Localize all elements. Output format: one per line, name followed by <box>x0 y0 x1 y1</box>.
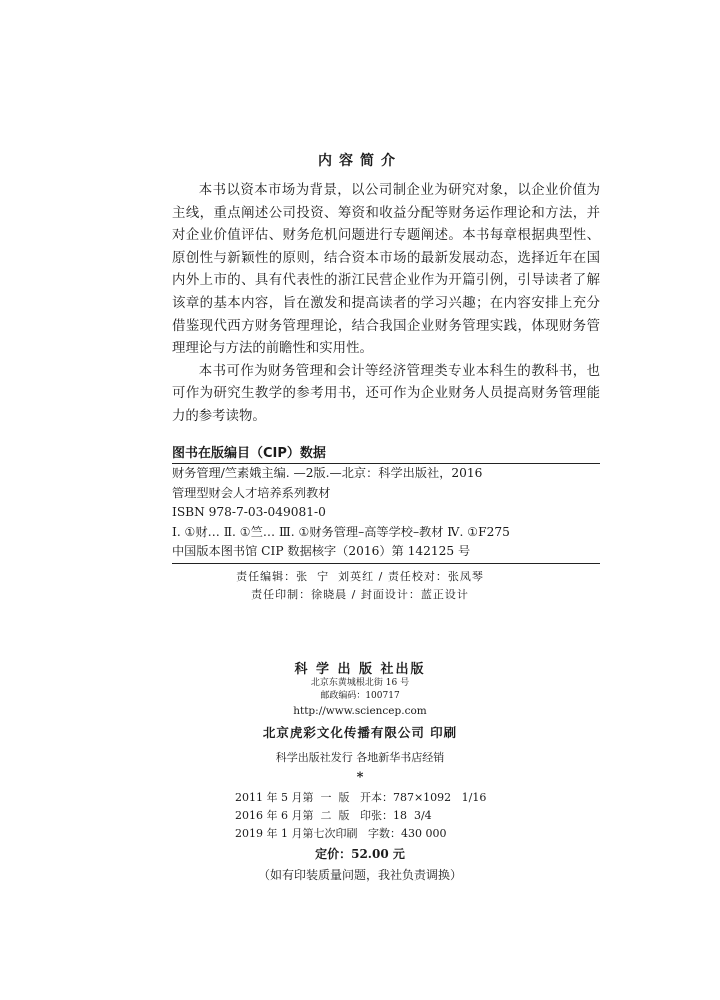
cip-line: 财务管理/竺素娥主编. —2版.—北京：科学出版社，2016 <box>172 466 483 480</box>
printer-name: 北京虎彩文化传播有限公司 印刷 <box>262 725 458 740</box>
edition-line: 2016 年 6 月第 二 版 印张：18 3/4 <box>235 809 432 822</box>
cip-line: Ⅰ. ①财… Ⅱ. ①竺… Ⅲ. ①财务管理–高等学校–教材 Ⅳ. ①F275 <box>172 524 510 539</box>
imprint-block <box>0 658 720 883</box>
summary-paragraph: 本书以资本市场为背景，以公司制企业为研究对象，以企业价值为主线，重点阐述公司投资、筹资和收益分配等财务运作理论和方法，并对企业价值评估、财务危机问题进行专题阐述。本书每章根据典型性、原创性与新颖性的原则，结合资本市场的最新发展动态，选择近年在国内外上市的、具有代表性的浙江民营企业作为开篇引例，引导读者了解该章的基本内容，旨在激发和提高读者的学习兴趣；在内容安排上充分借鉴现代西方财务管理理论，结合我国企业财务管理实践，体现财务管理理论与方法的前瞻性和实用性。 <box>172 183 600 357</box>
cip-block <box>172 464 600 562</box>
price: 定价：52.00 元 <box>315 847 405 861</box>
separator-star: * <box>356 770 364 785</box>
credits-production: 责任印制：徐晓晨 / 封面设计：蓝正设计 <box>251 588 469 601</box>
edition-line: 2019 年 1 月第七次印刷 字数：430 000 <box>235 827 447 840</box>
edition-line: 2011 年 5 月第 一 版 开本：787×1092 1/16 <box>235 791 487 804</box>
publisher-url: http://www.sciencep.com <box>293 705 427 717</box>
summary-title: 内容简介 <box>318 153 402 169</box>
publisher-postcode: 邮政编码：100717 <box>320 691 400 701</box>
cip-heading: 图书在版编目（CIP）数据 <box>172 446 326 461</box>
cip-bottom-rule <box>172 563 600 564</box>
distribution-line: 科学出版社发行 各地新华书店经销 <box>275 751 445 764</box>
credits-editors: 责任编辑：张 宁 刘英红 / 责任校对：张凤琴 <box>236 570 484 583</box>
publisher-name: 科 学 出 版 社出版 <box>294 662 426 677</box>
cip-line: 管理型财会人才培养系列教材 <box>172 485 331 500</box>
cip-line: 中国版本图书馆 CIP 数据核字（2016）第 142125 号 <box>172 544 471 559</box>
edition-info <box>235 789 485 843</box>
quality-notice: （如有印装质量问题，我社负责调换） <box>257 868 462 882</box>
summary-body <box>172 180 600 429</box>
publisher-address: 北京东黄城根北街 16 号 <box>310 678 410 688</box>
cip-line: ISBN 978-7-03-049081-0 <box>172 505 326 520</box>
summary-paragraph: 本书可作为财务管理和会计等经济管理类专业本科生的教科书，也可作为研究生教学的参考用书，还可作为企业财务人员提高财务管理能力的参考读物。 <box>172 363 600 424</box>
